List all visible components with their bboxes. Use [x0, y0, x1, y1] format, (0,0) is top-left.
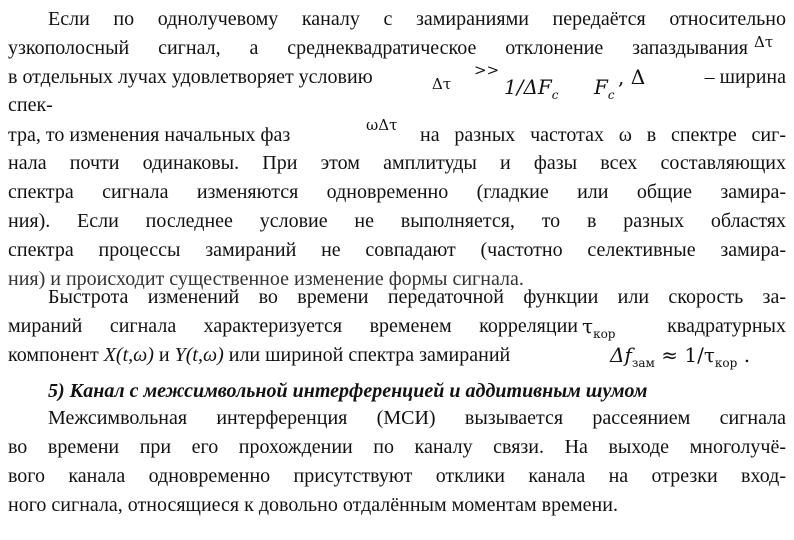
- p3-line-3: вого канала одновременно присутствуют отклики канала на отрезки вход-: [8, 465, 786, 487]
- formula-much-greater: >>: [474, 61, 500, 79]
- formula-delta-tau: Δτ: [432, 75, 452, 93]
- p1-line-5-end: на разных частотах ω в спектре сиг-: [420, 124, 786, 146]
- p3-line-2: во времени при его прохождении по каналу связи. На выходе многолучё-: [8, 436, 786, 458]
- p1-line-3-end: – ширина: [704, 66, 786, 88]
- p1-line-5-start: тра, то изменения начальных фаз: [8, 124, 291, 146]
- p1-line-1: Если по однолучевому каналу с замираниями передаётся относительно: [48, 8, 786, 30]
- p2-line-2-end: квадратурных: [667, 315, 786, 337]
- p1-line-4: спек-: [8, 94, 53, 116]
- x-function: X(t,ω): [103, 344, 154, 366]
- p2-line-2-start: мираний сигнала характеризуется временем корреляции: [8, 315, 578, 337]
- p1-line-7: спектра сигнала изменяются одновременно (гладкие или общие замира-: [8, 181, 786, 203]
- y-function: Y(t,ω): [174, 344, 224, 366]
- p1-line-9: спектра процессы замираний не совпадают (частотно селективные замира-: [8, 239, 786, 261]
- formula-delta: , Δ: [618, 65, 646, 89]
- formula-omega-delta-tau: ωΔτ: [366, 116, 398, 134]
- p1-line-3: [8, 64, 786, 90]
- p2-line-1: Быстрота изменений во времени передаточной функции или скорость за-: [48, 286, 786, 308]
- formula-fading-bandwidth: $\Delta f_{зам} \approx 1/\tau_{кор}$ .: [610, 343, 751, 370]
- p3-line-4: ного сигнала, относящиеся к довольно отдалённым моментам времени.: [8, 494, 618, 516]
- p1-line-2: узкополосный сигнал, а среднеквадратическое отклонение запаздывания: [8, 37, 748, 59]
- p3-line-1: Межсимвольная интерференция (МСИ) вызывается рассеянием сигнала: [48, 407, 786, 429]
- formula-f-c: $F_c$: [594, 75, 615, 102]
- p1-line-2-symbol: [754, 28, 788, 55]
- p1-line-3-text: в отдельных лучах удовлетворяет условию: [8, 66, 373, 88]
- p1-line-6: нала почти одинаковы. При этом амплитуды и фазы всех составляющих: [8, 152, 786, 174]
- formula-one-over-delta-f: $1/\Delta F_c$: [504, 75, 559, 102]
- p2-line-3: компонент X(t,ω) и Y(t,ω) или шириной спектра замираний: [8, 344, 511, 366]
- formula-tau-kor: $\tau_{кор}$: [582, 314, 616, 341]
- delta-tau-symbol: Δτ: [754, 33, 774, 51]
- section-heading: 5) Канал с межсимвольной интерференцией и аддитивным шумом: [48, 380, 648, 402]
- p1-line-10-clipped: ния) и происходит существенное изменение формы сигнала.: [8, 268, 524, 290]
- p1-line-8: ния). Если последнее условие не выполняется, то в разных областях: [8, 210, 786, 232]
